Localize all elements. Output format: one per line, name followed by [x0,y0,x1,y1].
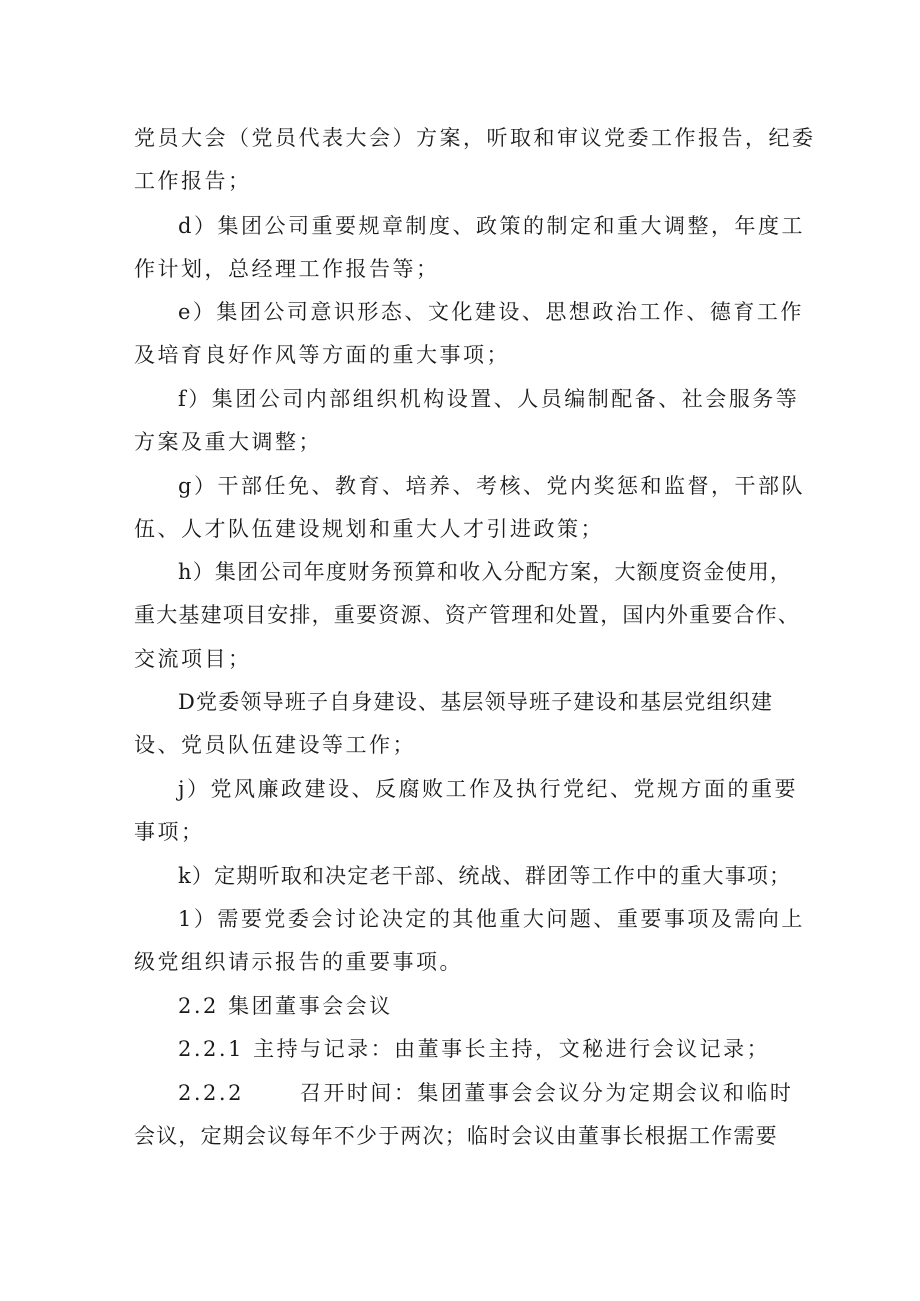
text-line: h）集团公司年度财务预算和收入分配方案，大额度资金使用， [178,560,793,584]
text-line: 会议，定期会议每年不少于两次；临时会议由董事长根据工作需要 [134,1124,778,1148]
text-line: k）定期听取和决定老干部、统战、群团等工作中的重大事项； [178,864,792,888]
text-line: f）集团公司内部组织机构设置、人员编制配备、社会服务等 [178,387,800,411]
text-line: 级党组织请示报告的重要事项。 [134,950,463,974]
text-line: 1）需要党委会讨论决定的其他重大问题、重要事项及需向上 [178,907,805,931]
section-heading: 2.2 集团董事会会议 [178,994,393,1018]
text-line: 工作报告； [134,169,252,193]
text-line: d）集团公司重要规章制度、政策的制定和重大调整，年度工 [178,214,805,238]
text-line: D党委领导班子自身建设、基层领导班子建设和基层党组织建 [178,690,774,714]
text-line: 伍、人才队伍建设规划和重大人才引进政策； [134,517,604,541]
text-line: 交流项目； [134,647,252,671]
clause-number: 2.2.2 [178,1081,244,1105]
text-line: 及培育良好作风等方面的重大事项； [134,343,510,367]
text-line: 重大基建项目安排，重要资源、资产管理和处置，国内外重要合作、 [134,603,800,627]
text-line: 设、党员队伍建设等工作； [134,733,416,757]
text-line: g）干部任免、教育、培养、考核、党内奖惩和监督，干部队 [178,474,805,498]
text-line: 2.2.1 主持与记录：由董事长主持，文秘进行会议记录； [178,1037,771,1061]
text-line: 作计划，总经理工作报告等； [134,257,440,281]
text-line [178,1078,814,1108]
text-line: 事项； [134,820,205,844]
text-line: e）集团公司意识形态、文化建设、思想政治工作、德育工作 [178,300,804,324]
text-line: j）党风廉政建设、反腐败工作及执行党纪、党规方面的重要 [178,777,799,801]
text-line: 党员大会（党员代表大会）方案，听取和审议党委工作报告，纪委 [134,126,816,150]
clause-text: 召开时间：集团董事会会议分为定期会议和临时 [299,1081,794,1105]
text-line: 方案及重大调整； [134,430,322,454]
